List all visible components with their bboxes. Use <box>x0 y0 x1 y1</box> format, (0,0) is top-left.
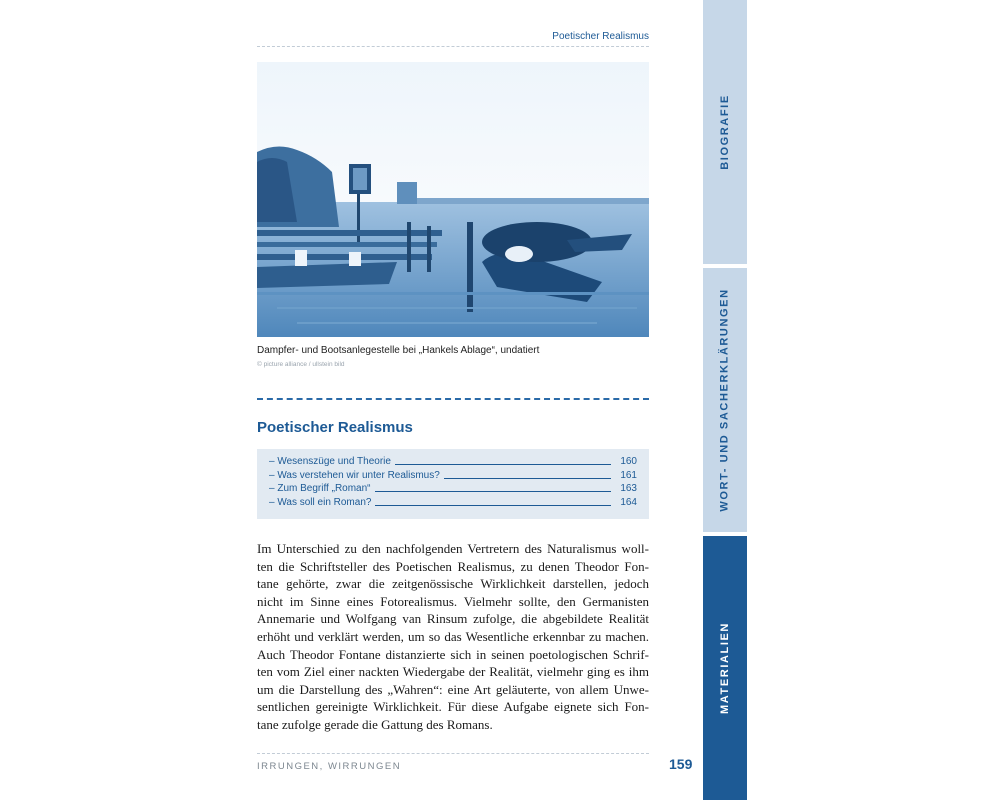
toc-row-page: 161 <box>620 469 637 481</box>
page-number: 159 <box>669 756 693 772</box>
header-divider <box>257 46 649 47</box>
tab-biografie[interactable] <box>703 0 747 264</box>
body-line: Auch Theodor Fontane distanzierte sich in seinen poetologischen Schrif- <box>257 646 649 662</box>
toc-row-page: 164 <box>620 496 637 508</box>
body-paragraph <box>257 540 649 734</box>
tab-materialien[interactable] <box>703 536 747 800</box>
section-divider <box>257 398 649 400</box>
toc-row-label: – Wesenszüge und Theorie <box>269 456 391 467</box>
body-line: ten die Schriftsteller des Poetischen Realismus, zu denen Theodor Fon- <box>257 558 649 574</box>
body-line: ten vom Ziel einer nackten Wiedergabe der Realität, vielmehr ging es ihm <box>257 664 649 680</box>
body-line: nicht im Sinne eines Fotorealismus. Vielmehr sollte, den Germanisten <box>257 593 649 609</box>
toc-row[interactable] <box>269 497 637 511</box>
toc-leader-line <box>444 478 611 479</box>
tab-label: BIOGRAFIE <box>719 94 732 170</box>
body-line: tane gehörte, zwar die zeitgenössische Wirklichkeit darstellen, jedoch <box>257 576 649 592</box>
toc-row-page: 160 <box>620 456 637 467</box>
body-line: Im Unterschied zu den nachfolgenden Vertretern des Naturalismus woll- <box>257 541 649 556</box>
toc-leader-line <box>395 464 611 465</box>
footer-divider <box>257 753 649 754</box>
toc-row[interactable] <box>269 456 637 470</box>
toc-leader-line <box>375 505 611 506</box>
body-line: um die Darstellung des „Wahren“: eine Art geläuterte, von allem Unwe- <box>257 681 649 697</box>
body-line: sentlichen gereinigte Wirklichkeit. Für diese Aufgabe eignete sich Fon- <box>257 699 649 715</box>
body-line: tane zufolge gerade die Gattung des Romans. <box>257 716 493 732</box>
body-line: Annemarie und Wolfgang van Rinsum zufolge, die abgebildete Realität <box>257 611 649 627</box>
toc-row-label: – Was soll ein Roman? <box>269 496 372 508</box>
tab-wort-und-sacherklaerungen[interactable] <box>703 268 747 532</box>
tab-label: MATERIALIEN <box>719 622 732 714</box>
body-line: erhöht und verklärt werden, um so das Wesentliche erkennbar zu machen. <box>257 628 649 644</box>
toc-row[interactable] <box>269 483 637 497</box>
toc-row-page: 163 <box>620 483 637 494</box>
photo-caption: Dampfer- und Bootsanlegestelle bei „Hankels Ablage“, undatiert <box>257 345 540 356</box>
photo-credit: © picture alliance / ullstein bild <box>257 361 345 368</box>
toc-box <box>257 449 649 519</box>
footer-book-title: IRRUNGEN, WIRRUNGEN <box>257 761 402 772</box>
running-head: Poetischer Realismus <box>552 31 649 42</box>
tab-label: WORT- UND SACHERKLÄRUNGEN <box>719 288 732 512</box>
historical-photo <box>257 62 649 337</box>
toc-row-label: – Zum Begriff „Roman“ <box>269 483 371 494</box>
toc-leader-line <box>375 491 611 492</box>
toc-row-label: – Was verstehen wir unter Realismus? <box>269 469 440 481</box>
section-title: Poetischer Realismus <box>257 419 413 436</box>
toc-row[interactable] <box>269 470 637 484</box>
